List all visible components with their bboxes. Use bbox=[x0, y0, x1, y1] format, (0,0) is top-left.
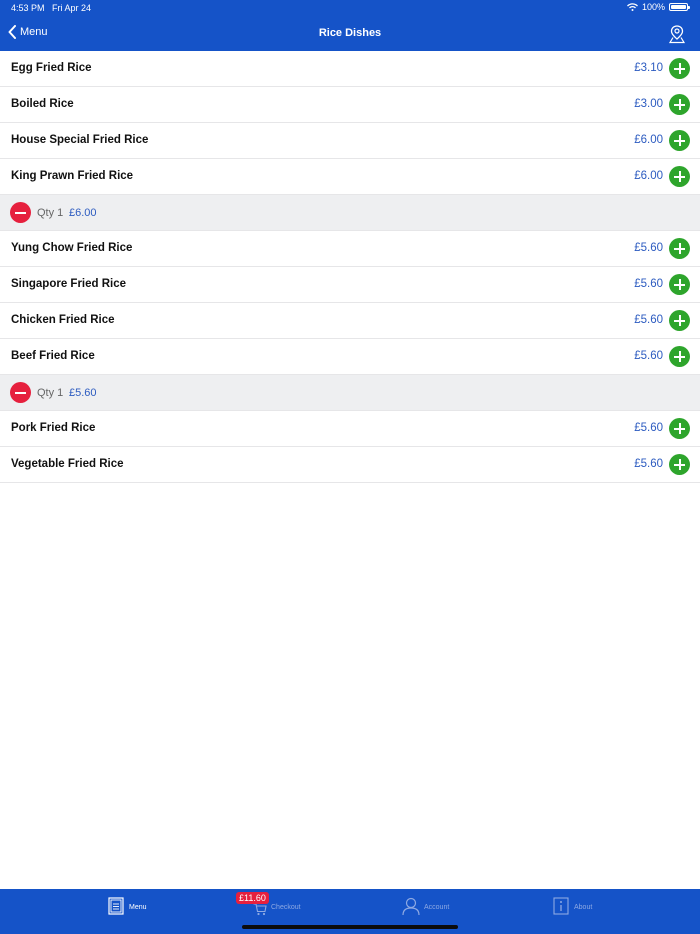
add-item-button[interactable] bbox=[669, 346, 690, 367]
menu-item-name: Chicken Fried Rice bbox=[11, 314, 115, 326]
menu-item-price: £5.60 bbox=[634, 422, 663, 434]
cart-icon bbox=[253, 903, 267, 916]
map-pin-icon[interactable] bbox=[668, 24, 686, 44]
remove-item-button[interactable] bbox=[10, 202, 31, 223]
back-label: Menu bbox=[20, 26, 48, 38]
menu-item-row[interactable] bbox=[0, 339, 700, 375]
add-item-button[interactable] bbox=[669, 130, 690, 151]
menu-item-price: £3.10 bbox=[634, 62, 663, 74]
menu-item-price: £6.00 bbox=[634, 134, 663, 146]
menu-item-row[interactable] bbox=[0, 159, 700, 195]
menu-item-name: Vegetable Fried Rice bbox=[11, 458, 124, 470]
info-icon bbox=[553, 897, 569, 915]
checkout-total-badge: £11.60 bbox=[236, 892, 269, 904]
tab-checkout-label: Checkout bbox=[271, 904, 301, 911]
battery-percent: 100% bbox=[641, 2, 665, 12]
quantity-label: Qty 1 bbox=[37, 387, 64, 399]
page-title: Rice Dishes bbox=[318, 27, 382, 39]
menu-item-row[interactable] bbox=[0, 51, 700, 87]
menu-item-price: £5.60 bbox=[634, 350, 663, 362]
quantity-price: £6.00 bbox=[69, 207, 97, 219]
menu-item-row[interactable] bbox=[0, 87, 700, 123]
menu-item-row[interactable] bbox=[0, 447, 700, 483]
tab-account-label: Account bbox=[424, 904, 450, 911]
status-date: Fri Apr 24 bbox=[52, 3, 92, 13]
quantity-label: Qty 1 bbox=[37, 207, 64, 219]
add-item-button[interactable] bbox=[669, 310, 690, 331]
add-item-button[interactable] bbox=[669, 238, 690, 259]
menu-item-price: £5.60 bbox=[634, 242, 663, 254]
menu-item-row[interactable] bbox=[0, 123, 700, 159]
add-item-button[interactable] bbox=[669, 274, 690, 295]
menu-item-row[interactable] bbox=[0, 303, 700, 339]
add-item-button[interactable] bbox=[669, 58, 690, 79]
remove-item-button[interactable] bbox=[10, 382, 31, 403]
menu-item-row[interactable] bbox=[0, 231, 700, 267]
status-bar bbox=[0, 0, 700, 17]
nav-bar bbox=[0, 17, 700, 51]
account-icon bbox=[402, 897, 420, 916]
cart-quantity-row bbox=[0, 195, 700, 231]
cart-quantity-row bbox=[0, 375, 700, 411]
menu-item-name: Egg Fried Rice bbox=[11, 62, 92, 74]
wifi-icon bbox=[627, 3, 638, 11]
menu-item-price: £5.60 bbox=[634, 314, 663, 326]
tab-about-label: About bbox=[574, 904, 593, 911]
add-item-button[interactable] bbox=[669, 454, 690, 475]
menu-item-name: Singapore Fried Rice bbox=[11, 278, 127, 290]
quantity-price: £5.60 bbox=[69, 387, 97, 399]
menu-book-icon bbox=[108, 897, 124, 915]
menu-item-row[interactable] bbox=[0, 267, 700, 303]
tab-menu[interactable] bbox=[100, 889, 220, 934]
status-time: 4:53 PM bbox=[11, 3, 45, 13]
add-item-button[interactable] bbox=[669, 94, 690, 115]
menu-item-name: Boiled Rice bbox=[11, 98, 74, 110]
menu-item-name: Beef Fried Rice bbox=[11, 350, 95, 362]
menu-item-price: £5.60 bbox=[634, 458, 663, 470]
home-indicator bbox=[242, 925, 458, 929]
menu-item-price: £3.00 bbox=[634, 98, 663, 110]
menu-list bbox=[0, 51, 700, 483]
add-item-button[interactable] bbox=[669, 418, 690, 439]
menu-item-price: £5.60 bbox=[634, 278, 663, 290]
menu-item-name: Pork Fried Rice bbox=[11, 422, 96, 434]
tab-bar bbox=[0, 889, 700, 934]
menu-item-row[interactable] bbox=[0, 411, 700, 447]
menu-item-name: House Special Fried Rice bbox=[11, 134, 149, 146]
status-right bbox=[627, 2, 688, 12]
add-item-button[interactable] bbox=[669, 166, 690, 187]
tab-menu-label: Menu bbox=[129, 904, 147, 911]
menu-item-name: Yung Chow Fried Rice bbox=[11, 242, 133, 254]
menu-item-name: King Prawn Fried Rice bbox=[11, 170, 134, 182]
tab-about[interactable] bbox=[548, 889, 668, 934]
battery-icon bbox=[669, 3, 688, 11]
menu-item-price: £6.00 bbox=[634, 170, 663, 182]
